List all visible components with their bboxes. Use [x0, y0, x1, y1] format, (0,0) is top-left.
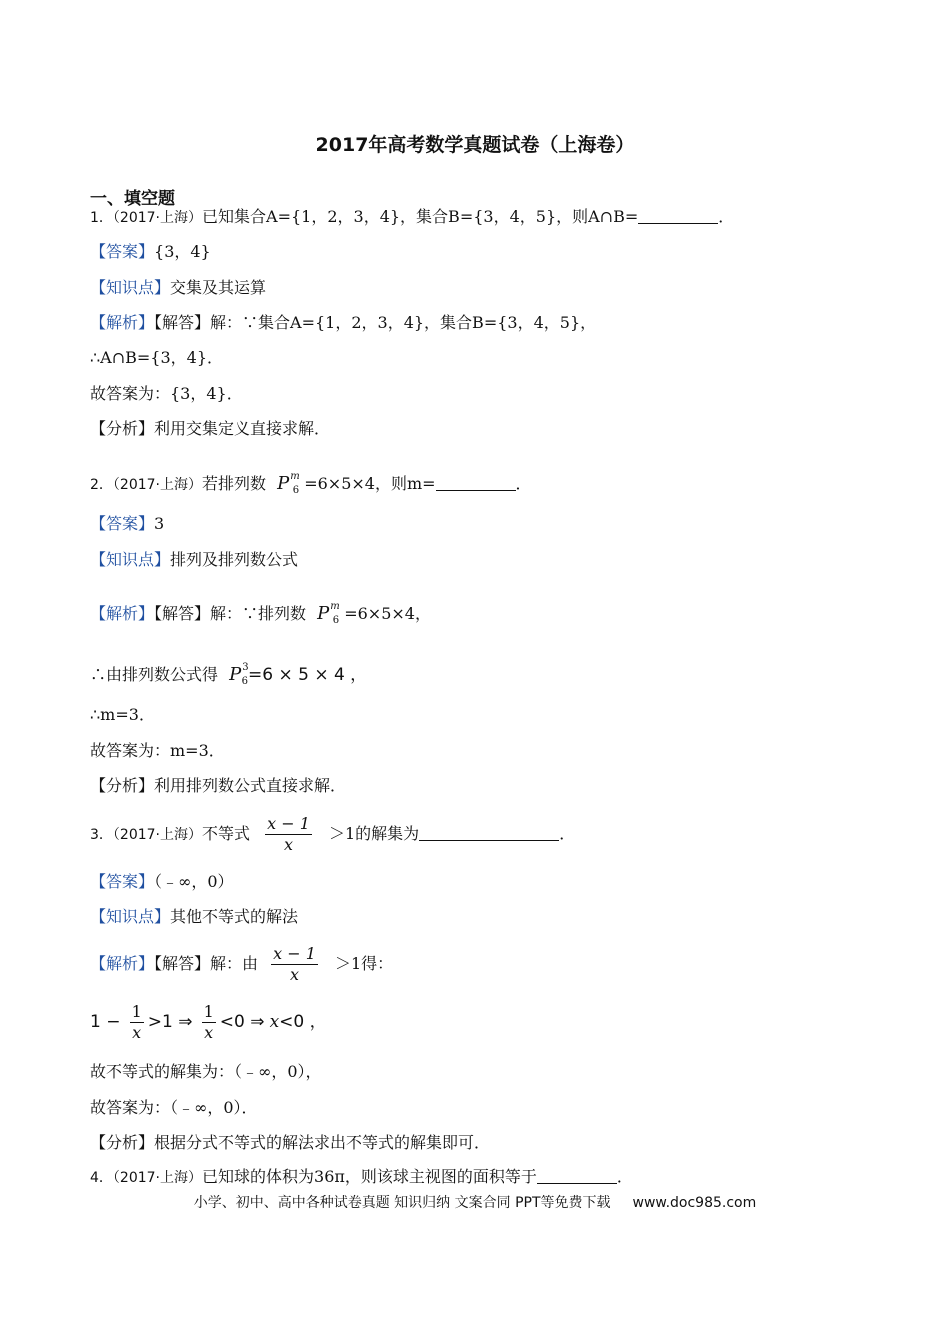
- q2-solution: 【解析】【解答】解：∵排列数 $P^m_6 =6\times 5\times 4$，: [90, 601, 431, 626]
- q1-source: （2017·上海）: [112, 210, 203, 226]
- permutation-symbol: P: [229, 664, 242, 685]
- q1-solution: 【解析】【解答】解：∵集合A={1，2，3，4}，集合B={3，4，5}，: [90, 313, 597, 332]
- q2-step-2: ∴m=3．: [90, 705, 155, 724]
- q2-answer: 【答案】3: [90, 514, 165, 533]
- knowledge-tag: 【知识点】: [90, 907, 171, 926]
- page-footer: [0, 1192, 950, 1212]
- q2-blank: [436, 474, 516, 491]
- answer-tag: 【答案】: [90, 242, 155, 261]
- q2-analysis: 【分析】利用排列数公式直接求解．: [90, 776, 347, 795]
- section-heading: 一、填空题: [90, 189, 175, 209]
- fraction-x-minus-1-over-x: $\frac{x - 1}{x}$: [267, 814, 310, 854]
- q3-knowledge-point: 【知识点】其他不等式的解法: [90, 907, 299, 926]
- q3-analysis: 【分析】根据分式不等式的解法求出不等式的解集即可．: [90, 1133, 491, 1152]
- q4-source: （2017·上海）: [112, 1170, 203, 1186]
- solution-tag: 【解析】: [90, 954, 155, 973]
- q4-number: 4．: [90, 1170, 113, 1186]
- q2-step-3: 故答案为：m=3．: [90, 741, 225, 760]
- q1-stem: 已知集合A={1，2，3，4}，集合B={3，4，5}，则A∩B=: [202, 207, 639, 226]
- question-2: 2．（2017·上海）若排列数 $P^m_6 =6\times 5\times 4$，则m= ．: [90, 471, 532, 496]
- question-1: 1．（2017·上海）已知集合A={1，2，3，4}，集合B={3，4，5}，则A∩B= ．: [90, 207, 735, 226]
- q3-step-1: 故不等式的解集为：（﹣∞，0），: [90, 1062, 322, 1081]
- q1-number: 1．: [90, 210, 113, 226]
- q3-blank: [419, 824, 559, 841]
- q2-source: （2017·上海）: [112, 477, 203, 493]
- solution-tag: 【解析】: [90, 313, 155, 332]
- answer-tag: 【答案】: [90, 514, 155, 533]
- q1-blank: [638, 207, 718, 224]
- q1-knowledge-point: 【知识点】交集及其运算: [90, 278, 267, 297]
- q3-step-2: 故答案为：（﹣∞，0）．: [90, 1098, 258, 1117]
- fraction-x-minus-1-over-x: $\frac{x - 1}{x}$: [273, 944, 316, 984]
- answer-tag: 【答案】: [90, 872, 155, 891]
- knowledge-tag: 【知识点】: [90, 550, 171, 569]
- question-3: 3．（2017·上海）不等式 $\frac{x - 1}{x}$ ＞1的解集为 ．: [90, 814, 576, 854]
- q2-number: 2．: [90, 477, 113, 493]
- q1-step-1: ∴A∩B={3，4}．: [90, 348, 224, 367]
- permutation-symbol: P: [317, 603, 330, 624]
- solution-tag: 【解析】: [90, 604, 155, 623]
- q3-answer: 【答案】（﹣∞，0）: [90, 872, 234, 891]
- q4-blank: [537, 1167, 617, 1184]
- q3-derivation: 1 − $\frac{1}{x}$ >1 ⇒ $\frac{1}{x}$ <0 ⇒ x<0 ，: [90, 1002, 327, 1042]
- footer-text: 小学、初中、高中各种试卷真题 知识归纳 文案合同 PPT等免费下载: [193, 1195, 611, 1211]
- q1-analysis: 【分析】利用交集定义直接求解．: [90, 419, 331, 438]
- footer-site-link[interactable]: www.doc985.com: [632, 1195, 757, 1211]
- q1-step-2: 故答案为：{3，4}．: [90, 384, 243, 403]
- q3-solution: 【解析】【解答】解：由 $\frac{x - 1}{x}$ ＞1得：: [90, 944, 394, 984]
- permutation-symbol: P: [277, 473, 290, 494]
- q2-knowledge-point: 【知识点】排列及排列数公式: [90, 550, 299, 569]
- knowledge-tag: 【知识点】: [90, 278, 171, 297]
- q3-source: （2017·上海）: [112, 827, 203, 843]
- page-title: 2017年高考数学真题试卷（上海卷）: [315, 134, 635, 156]
- question-4: 4．（2017·上海）已知球的体积为36π，则该球主视图的面积等于 ．: [90, 1167, 633, 1186]
- q2-step-1: ∴由排列数公式得 $P^3_6=6 \times 5 \times 4$ ，: [90, 662, 368, 687]
- q3-number: 3．: [90, 827, 113, 843]
- q1-answer: 【答案】{3，4}: [90, 242, 211, 261]
